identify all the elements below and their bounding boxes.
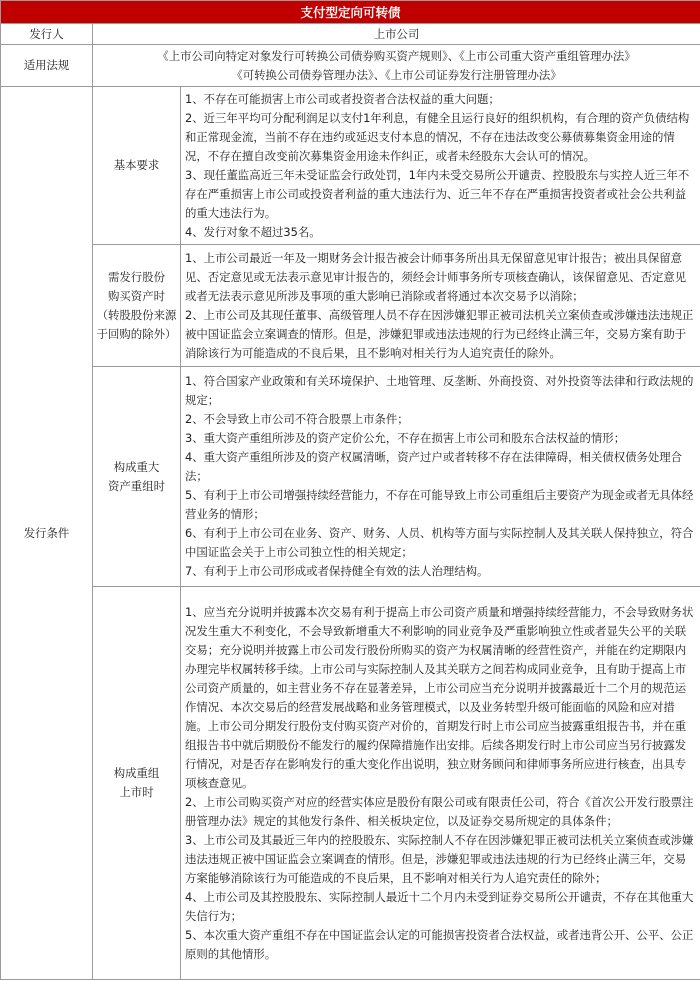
issuer-header-label: 发行人 — [1, 24, 93, 45]
basic-item: 4、发行对象不超过35名。 — [185, 224, 321, 239]
major-item: 3、重大资产重组所涉及的资产定价公允，不存在损害上市公司和股东合法权益的情形； — [185, 431, 626, 445]
applicable-laws-label: 适用法规 — [1, 45, 93, 87]
purchase-item: 2、上市公司及其现任董事、高级管理人员不存在因涉嫌犯罪正被司法机关立案侦查或涉嫌违法违规正被中国证监会立案调查的情形。但是，涉嫌犯罪或违法违规的行为已经终止满三年，交易方案有助于消除该行为可能造成的不良后果，且不影响对相关行为人追究责任的除外。 — [185, 307, 694, 360]
issue-conditions-label: 发行条件 — [1, 87, 93, 980]
listing-item: 5、本次重大资产重组不存在中国证监会认定的可能损害投资者合法权益，或者违背公开、公平、公正原则的其他情形。 — [185, 927, 694, 961]
major-item: 5、有利于上市公司增强持续经营能力，不存在可能导致上市公司重组后主要资产为现金或者无具体经营业务的情形； — [185, 488, 694, 521]
basic-requirements-content — [181, 87, 700, 245]
major-item: 2、不会导致上市公司不符合股票上市条件； — [185, 412, 409, 426]
major-item: 4、重大资产重组所涉及的资产权属清晰，资产过户或者转移不存在法律障碍，相关债权债务处理合法； — [185, 450, 683, 483]
laws-line-2: 《可转换公司债券管理办法》、《上市公司证券发行注册管理办法》 — [231, 67, 562, 82]
laws-line-1: 《上市公司向特定对象发行可转换公司债券购买资产规则》、《上市公司重大资产重组管理办法》 — [157, 48, 636, 63]
listing-item: 1、应当充分说明并披露本次交易有利于提高上市公司资产质量和增强持续经营能力，不会导致财务状况发生重大不利变化，不会导致新增重大不利影响的同业竞争及严重影响独立性或者显失公平的关联交易；充分说明并披露上市公司发行股份所购买的资产为权属清晰的经营性资产，并能在约定期限内办理完毕权属转移手续。上市公司与实际控制人及其关联方之间若构成同业竞争，且有助于提高上市公司资产质量的，如主营业务不存在显著差异，上市公司应当充分说明并披露最近十二个月的规范运作情况、本次交易后的经营发展战略和业务管理模式，以及业务转型升级可能面临的风险和应对措施。上市公司分期发行股份支付购买资产对价的，首期发行时上市公司应当披露重组报告书，并在重组报告书中就后期股份不能发行的履约保障措施作出安排。后续各期发行时上市公司应当另行披露发行情况，对是否存在影响发行的重大变化作出说明，独立财务顾问和律师事务所应进行核查，出具专项核查意见。 — [185, 604, 694, 790]
major-item: 7、有利于上市公司形成或者保持健全有效的法人治理结构。 — [185, 564, 489, 578]
applicable-laws-value — [93, 45, 700, 87]
basic-requirements-label: 基本要求 — [93, 87, 181, 245]
major-restructuring-content — [181, 367, 700, 587]
issuer-header-value: 上市公司 — [93, 24, 700, 45]
share-purchase-label: 需发行股份 购买资产时 （转股股份来源 于回购的除外） — [93, 245, 181, 367]
restructuring-listing-label: 构成重组 上市时 — [93, 587, 181, 980]
major-item: 6、有利于上市公司在业务、资产、财务、人员、机构等方面与实际控制人及其关联人保持独立，符合中国证监会关于上市公司独立性的相关规定； — [185, 526, 694, 559]
purchase-item: 1、上市公司最近一年及一期财务会计报告被会计师事务所出具无保留意见审计报告；被出具保留意见、否定意见或无法表示意见审计报告的，须经会计师事务所专项核查确认，该保留意见、否定意见或者无法表示意见所涉及事项的重大影响已消除或者将通过本次交易予以消除； — [185, 250, 687, 303]
restructuring-listing-content — [181, 587, 700, 980]
basic-item: 2、近三年平均可分配利润足以支付1年利息，有健全且运行良好的组织机构，有合理的资产负债结构和正常现金流，当前不存在违约或延迟支付本息的情况，不存在违法改变公募债募集资金用途的情况，不存在擅自改变前次募集资金用途未作纠正，或者未经股东大会认可的情况。 — [185, 110, 690, 163]
table-title: 支付型定向可转债 — [1, 1, 700, 24]
basic-item: 3、现任董监高近三年未受证监会行政处罚，1年内未受交易所公开谴责、控股股东与实控人近三年不存在严重损害上市公司或投资者利益的重大违法行为、近三年不存在严重损害投资者或社会公共利益的重大违法行为。 — [185, 167, 690, 220]
major-item: 1、符合国家产业政策和有关环境保护、土地管理、反垄断、外商投资、对外投资等法律和行政法规的规定； — [185, 374, 694, 407]
listing-item: 3、上市公司及其最近三年内的控股股东、实际控制人不存在因涉嫌犯罪正被司法机关立案侦查或涉嫌违法违规正被中国证监会立案调查的情形。但是，涉嫌犯罪或违法违规的行为已经终止满三年，交易方案能够消除该行为可能造成的不良后果，且不影响对相关行为人追究责任的除外； — [185, 832, 694, 885]
share-purchase-content — [181, 245, 700, 367]
basic-item: 1、不存在可能损害上市公司或者投资者合法权益的重大问题； — [185, 91, 500, 106]
listing-item: 4、上市公司及其控股股东、实际控制人最近十二个月内未受到证券交易所公开谴责，不存在其他重大失信行为； — [185, 889, 694, 923]
listing-item: 2、上市公司购买资产对应的经营实体应是股份有限公司或有限责任公司，符合《首次公开发行股票注册管理办法》规定的其他发行条件、相关板块定位，以及证券交易所规定的具体条件； — [185, 794, 694, 828]
major-restructuring-label: 构成重大 资产重组时 — [93, 367, 181, 587]
